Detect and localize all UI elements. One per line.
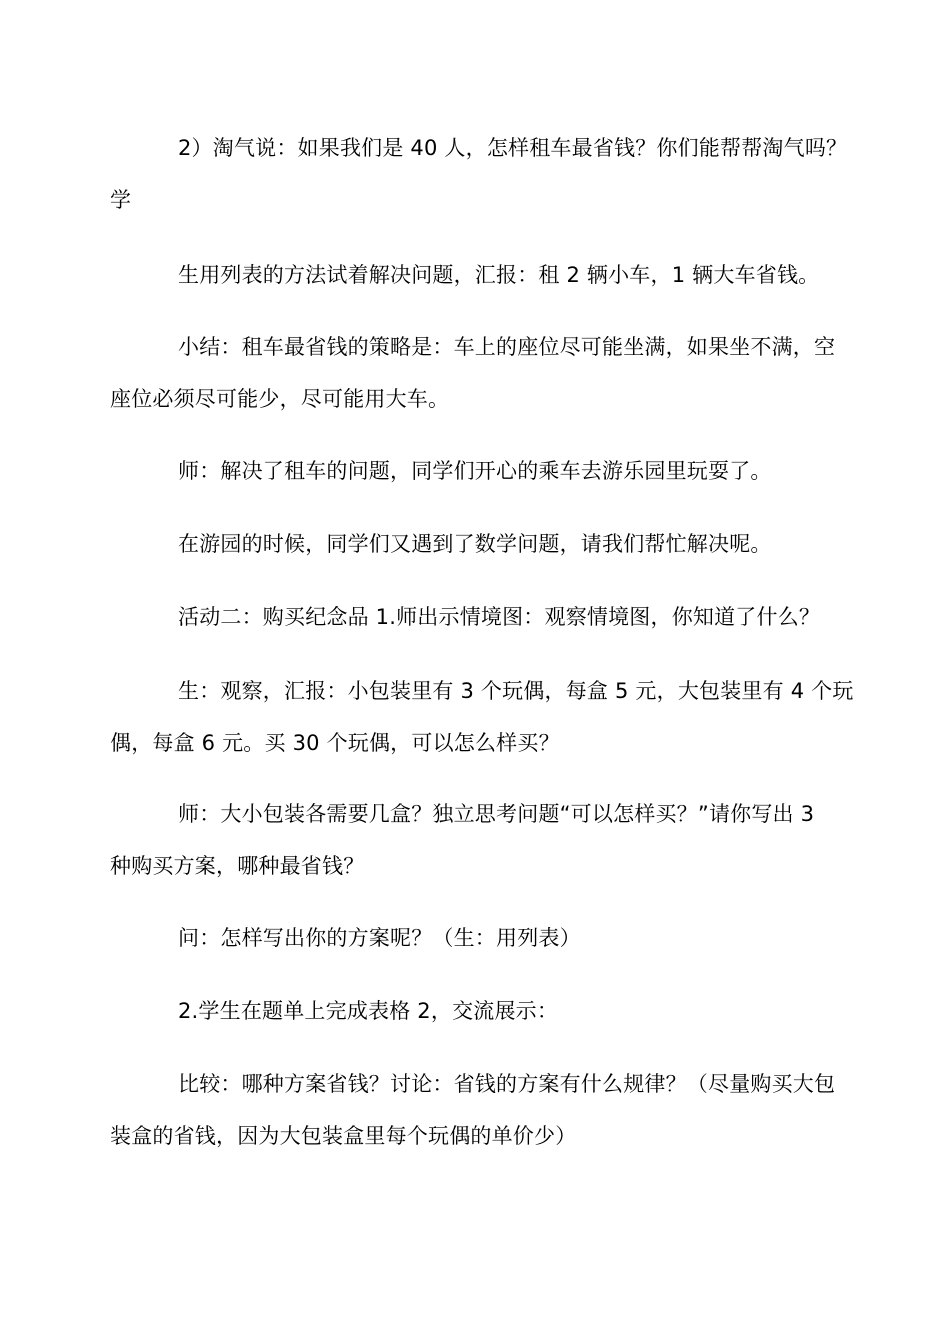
paragraph-line: 生用列表的方法试着解决问题，汇报：租 2 辆小车，1 辆大车省钱。 bbox=[178, 263, 820, 287]
paragraph-line: 师：大小包装各需要几盒？独立思考问题“可以怎样买？”请你写出 3 bbox=[178, 802, 815, 826]
paragraph-line: 偶，每盒 6 元。买 30 个玩偶，可以怎么样买？ bbox=[110, 731, 560, 755]
paragraph-activity-two bbox=[144, 591, 821, 643]
paragraph-line: 2）淘气说：如果我们是 40 人，怎样租车最省钱？你们能帮帮淘气吗？ bbox=[178, 136, 848, 160]
paragraph-student-report bbox=[144, 249, 820, 301]
paragraph-line: 活动二：购买纪念品 1.师出示情境图：观察情境图，你知道了什么？ bbox=[178, 605, 821, 629]
paragraph-line: 师：解决了租车的问题，同学们开心的乘车去游乐园里玩耍了。 bbox=[178, 459, 772, 483]
paragraph-observation bbox=[110, 665, 854, 769]
paragraph-park-intro bbox=[144, 518, 800, 570]
paragraph-line: 在游园的时候，同学们又遇到了数学问题，请我们帮忙解决呢。 bbox=[178, 532, 772, 556]
paragraph-line: 问：怎样写出你的方案呢？（生：用列表） bbox=[178, 926, 581, 950]
paragraph-teacher-question bbox=[110, 788, 815, 892]
paragraph-line: 2.学生在题单上完成表格 2，交流展示： bbox=[178, 999, 559, 1023]
paragraph-line: 小结：租车最省钱的策略是：车上的座位尽可能坐满，如果坐不满，空 bbox=[178, 335, 836, 359]
paragraph-teacher-transition bbox=[144, 445, 800, 497]
paragraph-how-to-write bbox=[144, 912, 800, 964]
paragraph-line: 种购买方案，哪种最省钱？ bbox=[110, 854, 365, 878]
paragraph-summary bbox=[110, 321, 836, 425]
paragraph-line: 生：观察，汇报：小包装里有 3 个玩偶，每盒 5 元，大包装里有 4 个玩 bbox=[178, 679, 854, 703]
paragraph-line: 装盒的省钱，因为大包装盒里每个玩偶的单价少） bbox=[110, 1124, 577, 1148]
paragraph-line: 比较：哪种方案省钱？讨论：省钱的方案有什么规律？（尽量购买大包 bbox=[178, 1072, 836, 1096]
paragraph-line: 学 bbox=[110, 188, 132, 212]
paragraph-table-task bbox=[144, 985, 800, 1037]
paragraph-rental-question bbox=[110, 122, 848, 226]
paragraph-line: 座位必须尽可能少，尽可能用大车。 bbox=[110, 387, 450, 411]
paragraph-comparison bbox=[110, 1058, 836, 1162]
